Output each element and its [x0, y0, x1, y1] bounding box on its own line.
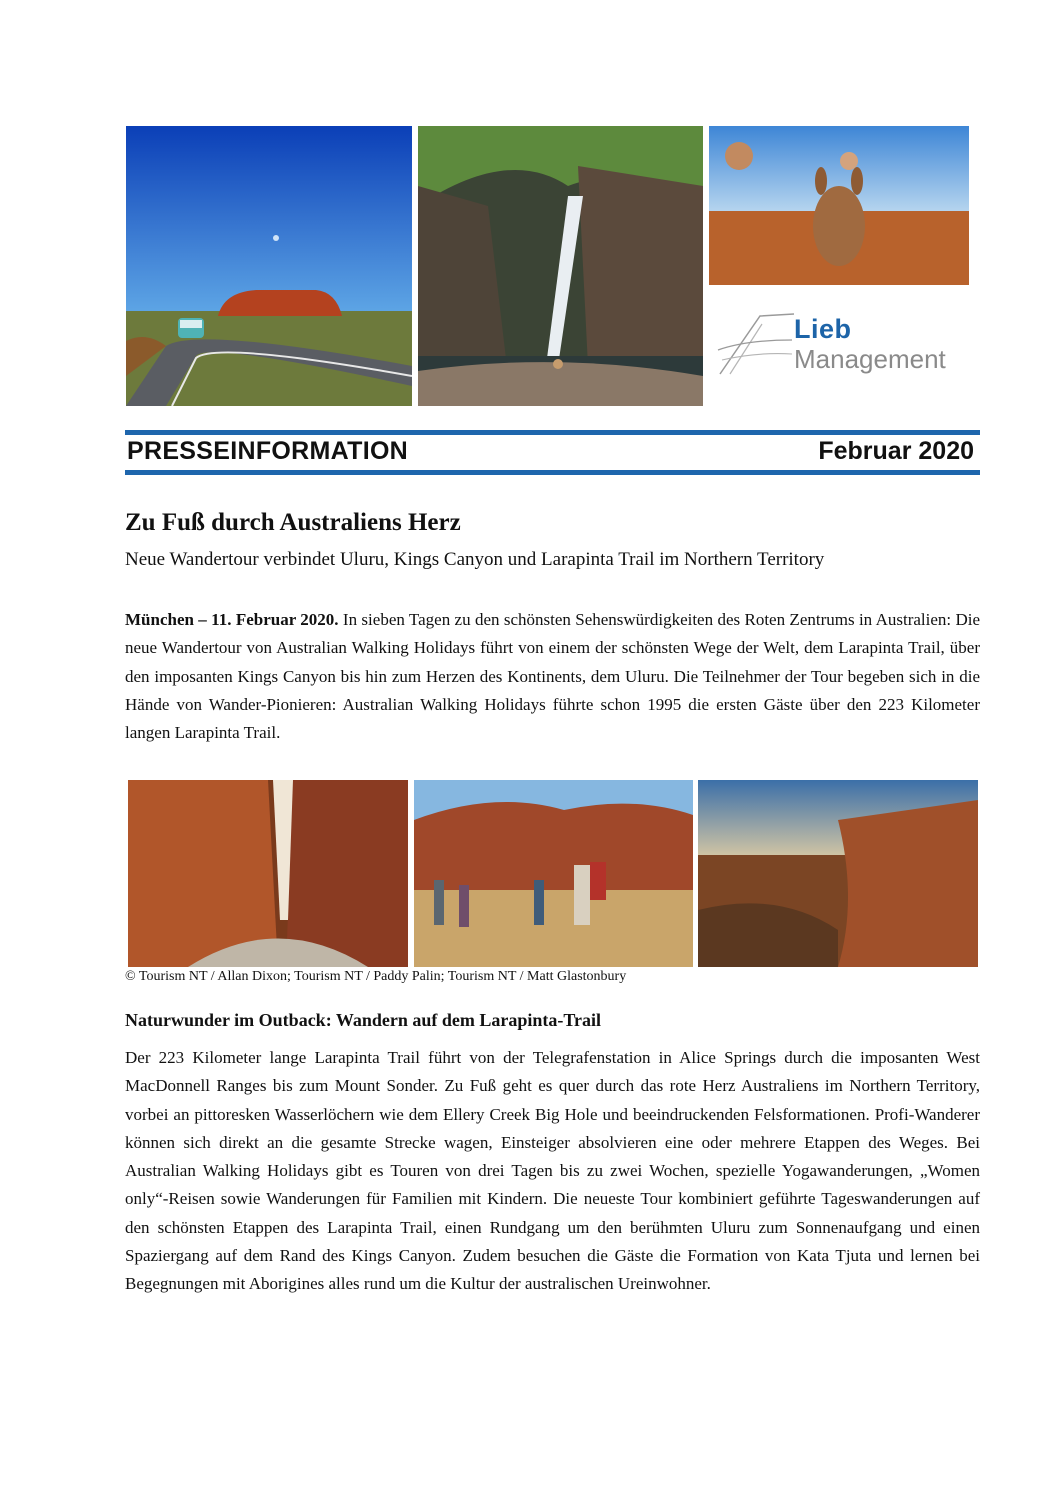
photo-uluru-road [126, 126, 412, 406]
section-heading: Naturwunder im Outback: Wandern auf dem Larapinta-Trail [125, 1010, 602, 1030]
press-date: Februar 2020 [818, 437, 974, 465]
photo-kangaroo [709, 126, 969, 285]
press-label: PRESSEINFORMATION [127, 437, 409, 465]
lieb-management-logo [716, 308, 968, 380]
dateline: München – 11. Februar 2020. [125, 610, 339, 629]
photo-kings-canyon [698, 780, 978, 967]
photo-canyon-chasm [128, 780, 408, 967]
article-title: Zu Fuß durch Australiens Herz [125, 509, 461, 536]
photo-hikers [414, 780, 693, 967]
photo-caption: © Tourism NT / Allan Dixon; Tourism NT / Paddy Palin; Tourism NT / Matt Glastonbury [125, 969, 627, 984]
header-rule-bottom [125, 470, 980, 475]
intro-text: In sieben Tagen zu den schönsten Sehenswürdigkeiten des Roten Zentrums in Australien: Die neue Wandertour von Australian Walking Holidays führt von einem der schönsten Wege der Welt, dem Larapinta Trail, über den imposanten Kings Canyon bis hin zum Herzen des Kontinents, dem Uluru. Die Teilnehmer der Tour begeben sich in die Hände von Wander-Pionieren: Australian Walking Holidays führte schon 1995 die ersten Gäste über den 223 Kilometer langen Larapinta Trail. [125, 610, 981, 743]
section-body: Der 223 Kilometer lange Larapinta Trail führt von der Telegrafenstation in Alice Springs durch die imposanten West MacDonnell Ranges bis zum Mount Sonder. Zu Fuß geht es quer durch das rote Herz Australiens im Northern Territory, vorbei an pittoresken Wasserlöchern wie dem Ellery Creek Big Hole und beeindruckenden Felsformationen. Profi-Wanderer können sich direkt an die gesamte Strecke wagen, Einsteiger absolvieren eine oder mehrere Etappen des Weges. Bei Australian Walking Holidays gibt es Touren von drei Tagen bis zu zwei Wochen, spezielle Yogawanderungen, „Women only“-Reisen sowie Wanderungen für Familien mit Kindern. Die neueste Tour kombiniert geführte Tageswanderungen auf den schönsten Etappen des Larapinta Trail, einen Rundgang um den berühmten Uluru zum Sonnenaufgang und einen Spaziergang auf dem Rand des Kings Canyon. Zudem besuchen die Gäste die Formation von Kata Tjuta und lernen bei Begegnungen mit Aborigines alles rund um die Kultur der australischen Ureinwohner. [125, 1048, 980, 1294]
photo-waterfall [418, 126, 703, 406]
logo-text-lieb: Lieb [794, 314, 852, 344]
logo-mark-icon [716, 310, 796, 376]
intro-paragraph [125, 606, 980, 747]
header-rule-top [125, 430, 980, 435]
article-subtitle: Neue Wandertour verbindet Uluru, Kings Canyon und Larapinta Trail im Northern Territory [125, 549, 825, 570]
logo-text-management: Management [794, 344, 946, 374]
